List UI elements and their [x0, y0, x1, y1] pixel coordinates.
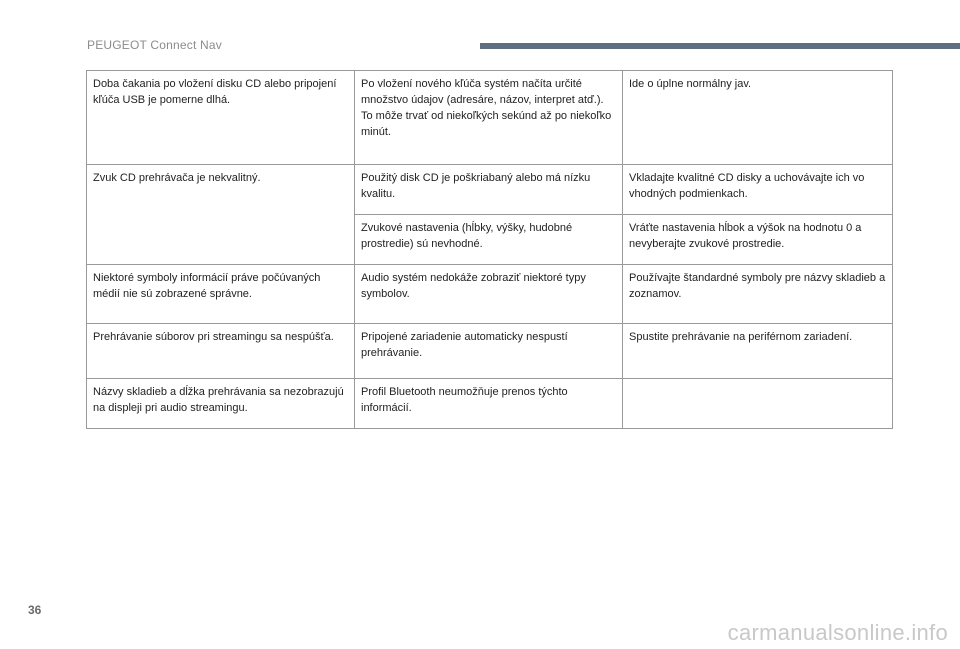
cause-cell: Zvukové nastavenia (hĺbky, výšky, hudobné prostredie) sú nevhodné. [355, 215, 623, 265]
table-row [87, 379, 893, 429]
solution-cell [623, 379, 893, 429]
problem-cell: Prehrávanie súborov pri streamingu sa nespúšťa. [87, 324, 355, 379]
document-title: PEUGEOT Connect Nav [87, 38, 222, 52]
watermark: carmanualsonline.info [727, 620, 948, 645]
table-row [87, 71, 893, 165]
cause-cell: Profil Bluetooth neumožňuje prenos týchto informácií. [355, 379, 623, 429]
problem-cell: Názvy skladieb a dĺžka prehrávania sa nezobrazujú na displeji pri audio streamingu. [87, 379, 355, 429]
solution-cell: Vráťte nastavenia hĺbok a výšok na hodnotu 0 a nevyberajte zvukové prostredie. [623, 215, 893, 265]
solution-cell: Spustite prehrávanie na periférnom zariadení. [623, 324, 893, 379]
table-row [87, 165, 893, 215]
cause-cell: Po vložení nového kľúča systém načíta určité množstvo údajov (adresáre, názov, interpret atď.). To môže trvať od niekoľkých sekúnd až po niekoľko minút. [355, 71, 623, 165]
header-accent-bar [480, 43, 960, 49]
problem-cell: Zvuk CD prehrávača je nekvalitný. [87, 165, 355, 265]
solution-cell: Ide o úplne normálny jav. [623, 71, 893, 165]
table-row [87, 324, 893, 379]
solution-cell: Používajte štandardné symboly pre názvy skladieb a zoznamov. [623, 265, 893, 324]
table-row [87, 265, 893, 324]
troubleshooting-table [86, 70, 893, 429]
cause-cell: Pripojené zariadenie automaticky nespustí prehrávanie. [355, 324, 623, 379]
page-number: 36 [28, 603, 42, 617]
cause-cell: Audio systém nedokáže zobraziť niektoré typy symbolov. [355, 265, 623, 324]
solution-cell: Vkladajte kvalitné CD disky a uchovávajte ich vo vhodných podmienkach. [623, 165, 893, 215]
problem-cell: Doba čakania po vložení disku CD alebo pripojení kľúča USB je pomerne dlhá. [87, 71, 355, 165]
cause-cell: Použitý disk CD je poškriabaný alebo má nízku kvalitu. [355, 165, 623, 215]
problem-cell: Niektoré symboly informácií práve počúvaných médií nie sú zobrazené správne. [87, 265, 355, 324]
